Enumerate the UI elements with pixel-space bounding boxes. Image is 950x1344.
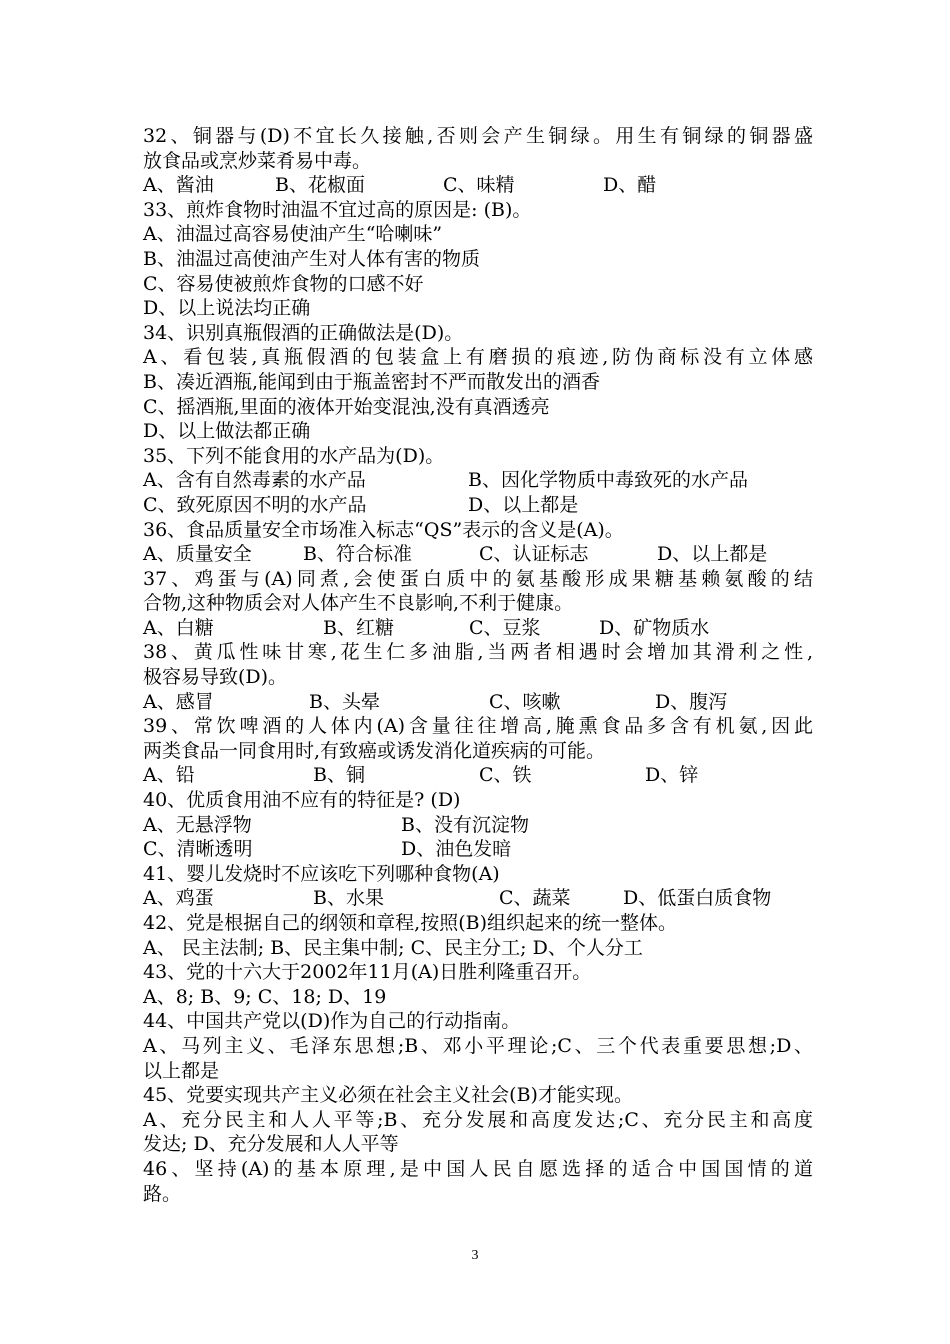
answer-option: C、致死原因不明的水产品: [143, 493, 367, 516]
answer-options-row: [143, 837, 813, 862]
text-line: 42、党是根据自己的纲领和章程,按照(B)组织起来的统一整体。: [143, 912, 678, 934]
answer-option: A、白糖: [143, 616, 214, 639]
text-line: C、容易使被煎炸食物的口感不好: [143, 272, 424, 295]
answer-option: D、以上都是: [468, 493, 579, 516]
answer-option: C、认证标志: [479, 543, 589, 566]
text-line: 路。: [143, 1182, 182, 1205]
answer-options-row: [143, 542, 813, 567]
text-line: 39、常饮啤酒的人体内(A)含量往往增高,腌熏食品多含有机氨,因此: [143, 715, 813, 738]
text-line: 36、食品质量安全市场准入标志“QS”表示的含义是(A)。: [143, 518, 624, 541]
text-line: C、摇酒瓶,里面的液体开始变混浊,没有真酒透亮: [143, 395, 550, 418]
answer-option: B、铜: [313, 764, 365, 787]
text-line: 32、铜器与(D)不宜长久接触,否则会产生铜绿。用生有铜绿的铜器盛: [143, 125, 813, 147]
text-line: 34、识别真瓶假酒的正确做法是(D)。: [143, 321, 464, 344]
answer-option: A、无悬浮物: [143, 813, 252, 836]
text-line: 38、黄瓜性味甘寒,花生仁多油脂,当两者相遇时会增加其滑利之性,: [143, 641, 813, 664]
text-line: D、以上说法均正确: [143, 297, 311, 320]
text-line: 46、坚持(A)的基本原理,是中国人民自愿选择的适合中国国情的道: [143, 1157, 813, 1180]
answer-option: C、清晰透明: [143, 838, 253, 861]
answer-option: D、低蛋白质食物: [623, 887, 772, 910]
text-line: 41、婴儿发烧时不应该吃下列哪种食物(A): [143, 862, 500, 885]
text-line: 发达; D、充分发展和人人平等: [143, 1133, 399, 1156]
answer-options-row: [143, 616, 813, 641]
text-line: D、以上做法都正确: [143, 420, 311, 443]
answer-options-row: [143, 690, 813, 715]
answer-option: D、锌: [645, 764, 699, 787]
answer-option: B、头晕: [309, 690, 380, 713]
text-line: A、充分民主和人人平等;B、充分发展和高度发达;C、充分民主和高度: [143, 1108, 813, 1131]
answer-options-row: [143, 763, 813, 788]
text-line: 以上都是: [143, 1059, 220, 1082]
text-line: A、8; B、9; C、18; D、19: [143, 985, 387, 1008]
text-line: 两类食品一同食用时,有致癌或诱发消化道疾病的可能。: [143, 739, 606, 762]
answer-option: B、花椒面: [275, 174, 365, 197]
answer-option: D、矿物质水: [599, 616, 710, 639]
answer-option: A、酱油: [143, 174, 214, 197]
answer-options-row: [143, 468, 813, 493]
text-line: 33、煎炸食物时油温不宜过高的原因是: (B)。: [143, 198, 532, 221]
answer-option: A、感冒: [143, 690, 214, 713]
text-line: 37、鸡蛋与(A)同煮,会使蛋白质中的氨基酸形成果糖基赖氨酸的结: [143, 567, 813, 590]
answer-option: C、咳嗽: [489, 690, 561, 713]
answer-options-row: [143, 173, 813, 198]
text-line: A、马列主义、毛泽东思想;B、邓小平理论;C、三个代表重要思想;D、: [143, 1034, 813, 1057]
answer-option: C、豆浆: [469, 616, 541, 639]
text-line: B、油温过高使油产生对人体有害的物质: [143, 247, 480, 270]
answer-option: B、没有沉淀物: [401, 813, 529, 836]
answer-option: C、味精: [443, 174, 515, 197]
text-line: 45、党要实现共产主义必须在社会主义社会(B)才能实现。: [143, 1084, 633, 1107]
text-line: 44、中国共产党以(D)作为自己的行动指南。: [143, 1010, 521, 1033]
text-line: A、看包装,真瓶假酒的包装盒上有磨损的痕迹,防伪商标没有立体感: [143, 346, 813, 369]
answer-option: B、红糖: [323, 616, 394, 639]
text-line: 43、党的十六大于2002年11月(A)日胜利隆重召开。: [143, 961, 592, 984]
answer-option: B、水果: [313, 887, 384, 910]
text-line: 35、下列不能食用的水产品为(D)。: [143, 444, 445, 467]
page-number: 3: [471, 1248, 479, 1263]
answer-option: A、鸡蛋: [143, 887, 214, 910]
answer-option: C、蔬菜: [499, 887, 571, 910]
answer-options-row: [143, 493, 813, 518]
answer-option: D、醋: [603, 174, 657, 197]
text-line: A、 民主法制; B、民主集中制; C、民主分工; D、个人分工: [143, 936, 643, 959]
text-line: A、油温过高容易使油产生“哈喇味”: [143, 223, 443, 246]
text-line: 放食品或烹炒菜肴易中毒。: [143, 149, 372, 172]
answer-option: A、质量安全: [143, 543, 252, 566]
answer-option: B、符合标准: [303, 543, 412, 566]
answer-option: C、铁: [479, 764, 532, 787]
answer-option: B、因化学物质中毒致死的水产品: [468, 469, 748, 492]
text-line: B、凑近酒瓶,能闻到由于瓶盖密封不严而散发出的酒香: [143, 370, 601, 393]
answer-options-row: [143, 813, 813, 838]
text-line: 极容易导致(D)。: [143, 666, 288, 689]
answer-option: D、腹泻: [655, 690, 728, 713]
answer-option: D、油色发暗: [401, 838, 512, 861]
page-content: [143, 124, 813, 1206]
text-line: 40、优质食用油不应有的特征是? (D): [143, 789, 461, 812]
answer-option: D、以上都是: [657, 543, 768, 566]
answer-option: A、铅: [143, 764, 195, 787]
answer-option: A、含有自然毒素的水产品: [143, 469, 366, 492]
answer-options-row: [143, 886, 813, 911]
text-line: 合物,这种物质会对人体产生不良影响,不利于健康。: [143, 592, 574, 615]
